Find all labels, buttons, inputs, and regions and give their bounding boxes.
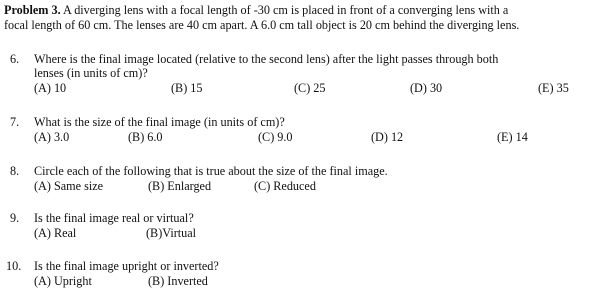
question-6-text-line-2: lenses (in units of cm)? xyxy=(34,66,148,80)
question-10-option-b[interactable]: (B) Inverted xyxy=(148,274,208,288)
question-9-number: 9. xyxy=(10,211,20,225)
question-9-option-a[interactable]: (A) Real xyxy=(34,226,77,240)
question-8-option-b[interactable]: (B) Enlarged xyxy=(148,179,212,193)
question-8-option-c[interactable]: (C) Reduced xyxy=(254,179,316,193)
question-10-option-a[interactable]: (A) Upright xyxy=(34,274,92,288)
question-8-number: 8. xyxy=(10,164,20,178)
question-10-number: 10. xyxy=(6,259,22,273)
question-6-option-d[interactable]: (D) 30 xyxy=(410,81,443,95)
question-7-option-a[interactable]: (A) 3.0 xyxy=(34,130,70,144)
question-6-text-line-1: Where is the final image located (relative to the second lens) after the light passes through both xyxy=(34,52,499,66)
question-8-text-line-1: Circle each of the following that is true about the size of the final image. xyxy=(34,164,388,178)
problem-statement-line-1 xyxy=(4,4,508,17)
problem-statement-line-2: focal length of 60 cm. The lenses are 40 cm apart. A 6.0 cm tall object is 20 cm behind the diverging lens. xyxy=(4,18,520,32)
question-9-text-line-1: Is the final image real or virtual? xyxy=(34,211,194,225)
question-6-number: 6. xyxy=(10,52,20,66)
question-6-option-a[interactable]: (A) 10 xyxy=(34,81,67,95)
question-7-option-c[interactable]: (C) 9.0 xyxy=(258,130,293,144)
question-7-text-line-1: What is the size of the final image (in units of cm)? xyxy=(34,115,285,129)
question-7-number: 7. xyxy=(10,115,20,129)
question-6-option-c[interactable]: (C) 25 xyxy=(294,81,326,95)
question-9-option-b[interactable]: (B)Virtual xyxy=(146,226,197,240)
problem-title: Problem 3. xyxy=(4,3,61,17)
question-8-option-a[interactable]: (A) Same size xyxy=(34,179,104,193)
question-6-option-e[interactable]: (E) 35 xyxy=(538,81,569,95)
problem-text-line-1: A diverging lens with a focal length of -30 cm is placed in front of a converging lens with a xyxy=(60,3,509,17)
question-7-option-e[interactable]: (E) 14 xyxy=(497,130,528,144)
question-7-option-b[interactable]: (B) 6.0 xyxy=(128,130,163,144)
question-10-text-line-1: Is the final image upright or inverted? xyxy=(34,259,219,273)
question-7-option-d[interactable]: (D) 12 xyxy=(371,130,404,144)
question-6-option-b[interactable]: (B) 15 xyxy=(171,81,203,95)
